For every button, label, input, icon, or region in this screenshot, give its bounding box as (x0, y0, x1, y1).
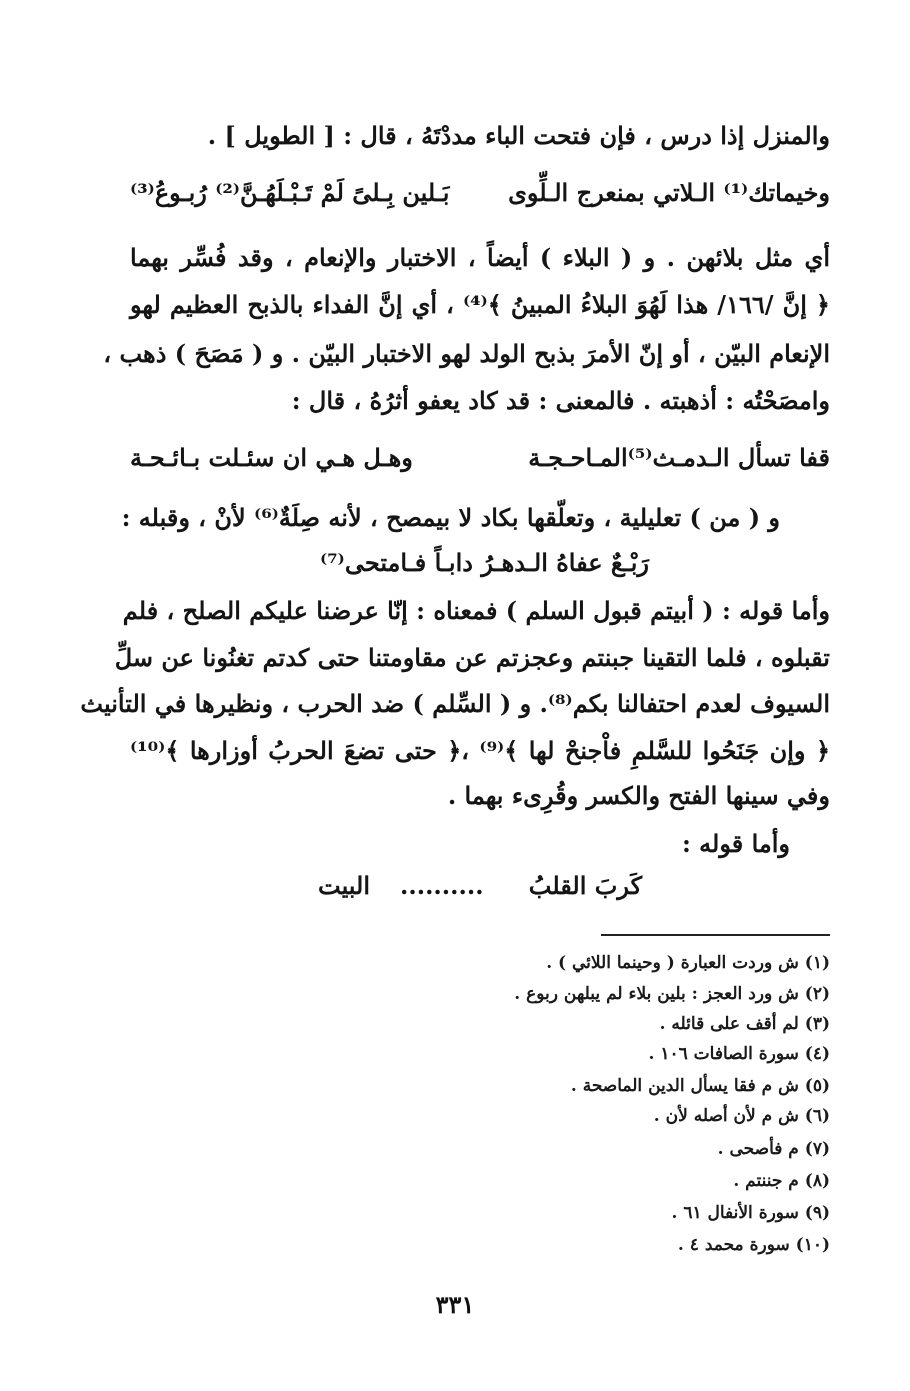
verse-4-ellipsis: .......... (400, 871, 484, 900)
footnote-5: (٥) ش م فقا يسأل الدين الماصحة . (570, 1076, 830, 1096)
footnote-separator (601, 934, 830, 936)
text-line-1: والمنزل إذا درس ، فإن فتحت الباء مددْتَهُ ، قال : [ الطويل ] . (207, 121, 830, 150)
text-line-11: تقبلوه ، فلما التقينا جبنتم وعجزتم عن مقاومتنا حتى كدتم تغنُونا عن سلِّ (114, 643, 830, 672)
text-line-3: أي مثل بلائهن . و ( البلاء ) أيضاً ، الاختبار والإنعام ، وقد فُسِّر بهما (130, 243, 830, 272)
verse-3: رَبْـعٌ عفاهُ الـدهـرُ دابـاً فـامتحى⁽⁷⁾ (320, 548, 649, 577)
text-line-8: و ( من ) تعليلية ، وتعلّقها بكاد لا بيمصح ، لأنه صِلَةٌ⁽⁶⁾ لأنْ ، وقبله : (121, 503, 780, 532)
footnote-10: (١٠) سورة محمد ٤ . (677, 1235, 830, 1255)
verse-2-second-hemistich: وهـل هـي ان سئـلت بـائـحـة (130, 443, 413, 472)
footnote-4: (٤) سورة الصافات ١٠٦ . (648, 1044, 830, 1064)
verse-2-first-hemistich: قفا تسأل الـدمـث⁽⁵⁾المـاحـجـة (528, 443, 830, 472)
footnote-2: (٢) ش ورد العجز : بلين بلاء لم يبلهن ربوع . (514, 984, 830, 1004)
text-line-15: وأما قوله : (681, 829, 790, 858)
text-line-13: ﴿ وإن جَنَحُوا للسَّلمِ فاْجنحْ لها ﴾⁽⁹⁾ ،﴿ حتى تضعَ الحربُ أوزارها ﴾⁽¹⁰⁾ (130, 736, 830, 765)
footnote-8: (٨) م جننتم . (733, 1171, 830, 1191)
text-line-6: وامصَحْتُه : أذهبته . فالمعنى : قد كاد يعفو أثرُهُ ، قال : (291, 386, 830, 415)
footnote-7: (٧) م فأصحى . (717, 1139, 830, 1159)
text-line-10: وأما قوله : ( أبيتم قبول السلم ) فمعناه : إنّا عرضنا عليكم الصلح ، فلم (122, 596, 830, 625)
text-line-4: ﴿ إنَّ /١٦٦/ هذا لَهُوَ البلاءُ المبينُ ﴾⁽⁴⁾ ، أي إنَّ الفداء بالذبح العظيم لهو (130, 290, 830, 319)
footnote-9: (٩) سورة الأنفال ٦١ . (671, 1203, 830, 1223)
text-line-5: الإنعام البيّن ، أو إنّ الأمرَ بذبح الولد لهو الاختبار البيّن . و ( مَصَحَ ) ذهب ، (103, 339, 830, 368)
verse-4-second-hemistich: البيت (318, 871, 371, 900)
footnote-3: (٣) لم أقف على قائله . (659, 1014, 830, 1034)
page-number: ٣٣١ (435, 1290, 475, 1319)
text-line-12: السيوف لعدم احتفالنا بكم⁽⁸⁾. و ( السِّلم ) ضد الحرب ، ونظيرها في التأنيث (80, 689, 830, 718)
text-line-14: وفي سينها الفتح والكسر وقُرِىء بهما . (447, 781, 830, 810)
verse-4-first-hemistich: كَربَ القلبُ (528, 871, 642, 900)
footnote-1: (١) ش وردت العبارة ( وحينما اللائي ) . (546, 953, 830, 973)
footnote-6: (٦) ش م لأن أصله لأن . (653, 1106, 830, 1126)
verse-1-second-hemistich: بَـلين بِـلىً لَمْ تَـبْـلَهُـنَّ⁽²⁾ رُبـوعُ⁽³⁾ (130, 178, 450, 207)
verse-1-first-hemistich: وخيماتك⁽¹⁾ الـلاتي بمنعرج الـلِّوى (508, 178, 830, 207)
